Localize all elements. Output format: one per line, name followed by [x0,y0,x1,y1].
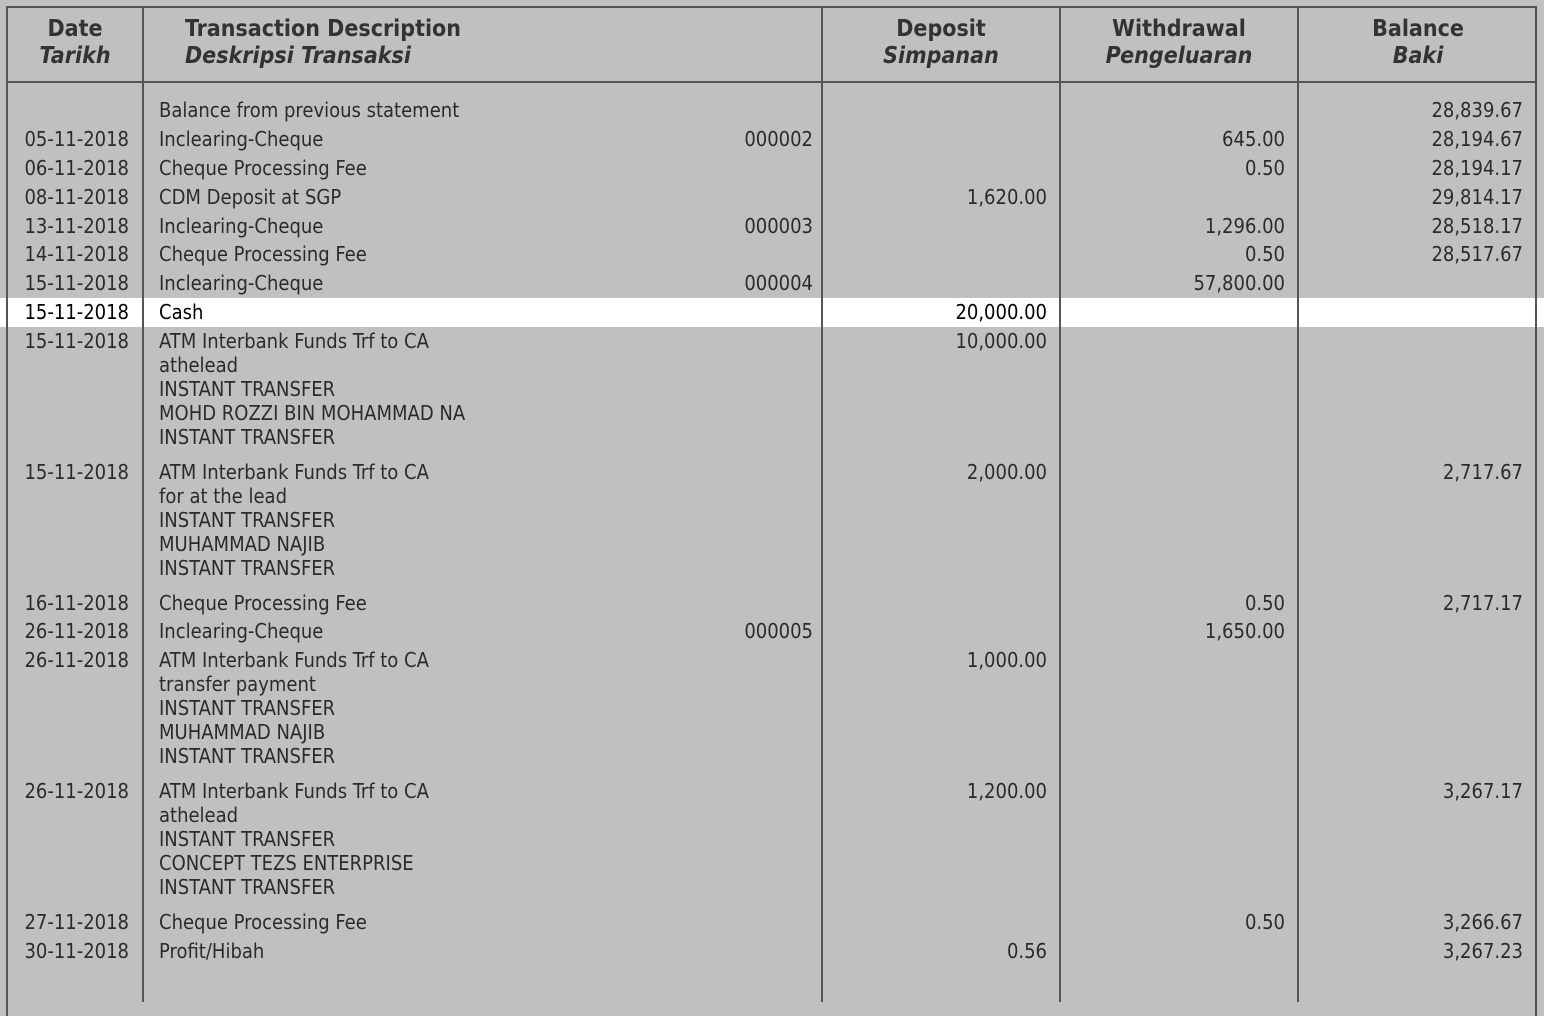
row-description: CDM Deposit at SGP [159,185,342,209]
row-date: 06-11-2018 [24,156,129,180]
row-description: ATM Interbank Funds Trf to CA [159,329,429,353]
row-description-line: INSTANT TRANSFER [159,508,336,532]
row-date: 26-11-2018 [24,779,129,803]
row-description: ATM Interbank Funds Trf to CA [159,460,429,484]
row-description: Inclearing-Cheque [159,619,324,643]
row-withdrawal: 1,650.00 [1204,619,1285,643]
row-description: ATM Interbank Funds Trf to CA [159,648,429,672]
row-description: Cheque Processing Fee [159,242,367,266]
row-balance: 2,717.17 [1442,591,1523,615]
column-rule [1297,6,1299,1002]
row-description: ATM Interbank Funds Trf to CA [159,779,429,803]
row-deposit: 10,000.00 [955,329,1047,353]
row-description-line: athelead [159,803,239,827]
header-rule [6,81,1537,83]
column-rule [821,6,823,1002]
row-description-line: INSTANT TRANSFER [159,696,336,720]
row-date: 15-11-2018 [24,329,129,353]
row-description-line: INSTANT TRANSFER [159,425,336,449]
row-date: 26-11-2018 [24,648,129,672]
header-description [185,16,461,70]
row-description: Balance from previous statement [159,98,460,122]
row-balance: 2,717.67 [1442,460,1523,484]
row-description: Cheque Processing Fee [159,910,367,934]
header-balance-en: Balance [1372,16,1464,42]
header-withdrawal [1061,16,1297,70]
row-date: 08-11-2018 [24,185,129,209]
row-description: Cheque Processing Fee [159,591,367,615]
row-cheque-number: 000003 [744,214,813,238]
row-balance: 28,194.67 [1431,127,1523,151]
row-description: Cash [159,300,204,324]
row-date: 27-11-2018 [24,910,129,934]
row-description-line: INSTANT TRANSFER [159,875,336,899]
row-balance: 3,267.17 [1442,779,1523,803]
row-description-line: INSTANT TRANSFER [159,744,336,768]
row-description-line: MUHAMMAD NAJIB [159,720,326,744]
row-balance: 3,267.23 [1442,939,1523,963]
row-description: Inclearing-Cheque [159,271,324,295]
header-description-en: Transaction Description [185,16,462,42]
row-description-line: athelead [159,353,239,377]
row-withdrawal: 0.50 [1244,591,1285,615]
row-date: 30-11-2018 [24,939,129,963]
header-date-ms: Tarikh [39,43,111,69]
row-balance: 28,518.17 [1431,214,1523,238]
header-date-en: Date [47,16,103,42]
header-deposit-en: Deposit [896,16,986,42]
row-balance: 28,517.67 [1431,242,1523,266]
header-deposit-ms: Simpanan [883,43,999,69]
header-deposit [823,16,1059,70]
row-date: 13-11-2018 [24,214,129,238]
row-cheque-number: 000002 [744,127,813,151]
row-date: 16-11-2018 [24,591,129,615]
row-cheque-number: 000005 [744,619,813,643]
header-balance [1299,16,1537,70]
row-description-line: INSTANT TRANSFER [159,377,336,401]
row-description: Profit/Hibah [159,939,265,963]
row-deposit: 1,620.00 [966,185,1047,209]
row-deposit: 1,000.00 [966,648,1047,672]
row-withdrawal: 0.50 [1244,156,1285,180]
row-balance: 28,194.17 [1431,156,1523,180]
row-withdrawal: 0.50 [1244,910,1285,934]
row-description-line: for at the lead [159,484,287,508]
row-date: 05-11-2018 [24,127,129,151]
row-deposit: 0.56 [1006,939,1047,963]
row-date: 15-11-2018 [24,300,129,324]
header-date [8,16,142,70]
row-balance: 3,266.67 [1442,910,1523,934]
row-balance: 28,839.67 [1431,98,1523,122]
row-deposit: 20,000.00 [955,300,1047,324]
row-cheque-number: 000004 [744,271,813,295]
row-deposit: 1,200.00 [966,779,1047,803]
header-description-ms: Deskripsi Transaksi [185,43,411,69]
row-description-line: CONCEPT TEZS ENTERPRISE [159,851,414,875]
row-date: 14-11-2018 [24,242,129,266]
row-withdrawal: 57,800.00 [1193,271,1285,295]
row-withdrawal: 0.50 [1244,242,1285,266]
row-description-line: MUHAMMAD NAJIB [159,532,326,556]
header-withdrawal-ms: Pengeluaran [1105,43,1253,69]
row-description-line: INSTANT TRANSFER [159,827,336,851]
row-description: Inclearing-Cheque [159,127,324,151]
row-description-line: MOHD ROZZI BIN MOHAMMAD NA [159,401,466,425]
header-balance-ms: Baki [1392,43,1444,69]
header-withdrawal-en: Withdrawal [1112,16,1246,42]
row-description-line: transfer payment [159,672,316,696]
column-rule [142,6,144,1002]
row-date: 15-11-2018 [24,271,129,295]
row-description: Inclearing-Cheque [159,214,324,238]
row-withdrawal: 1,296.00 [1204,214,1285,238]
row-description: Cheque Processing Fee [159,156,367,180]
row-date: 15-11-2018 [24,460,129,484]
row-date: 26-11-2018 [24,619,129,643]
row-balance: 29,814.17 [1431,185,1523,209]
row-description-line: INSTANT TRANSFER [159,556,336,580]
column-rule [1059,6,1061,1002]
row-deposit: 2,000.00 [966,460,1047,484]
row-withdrawal: 645.00 [1222,127,1285,151]
